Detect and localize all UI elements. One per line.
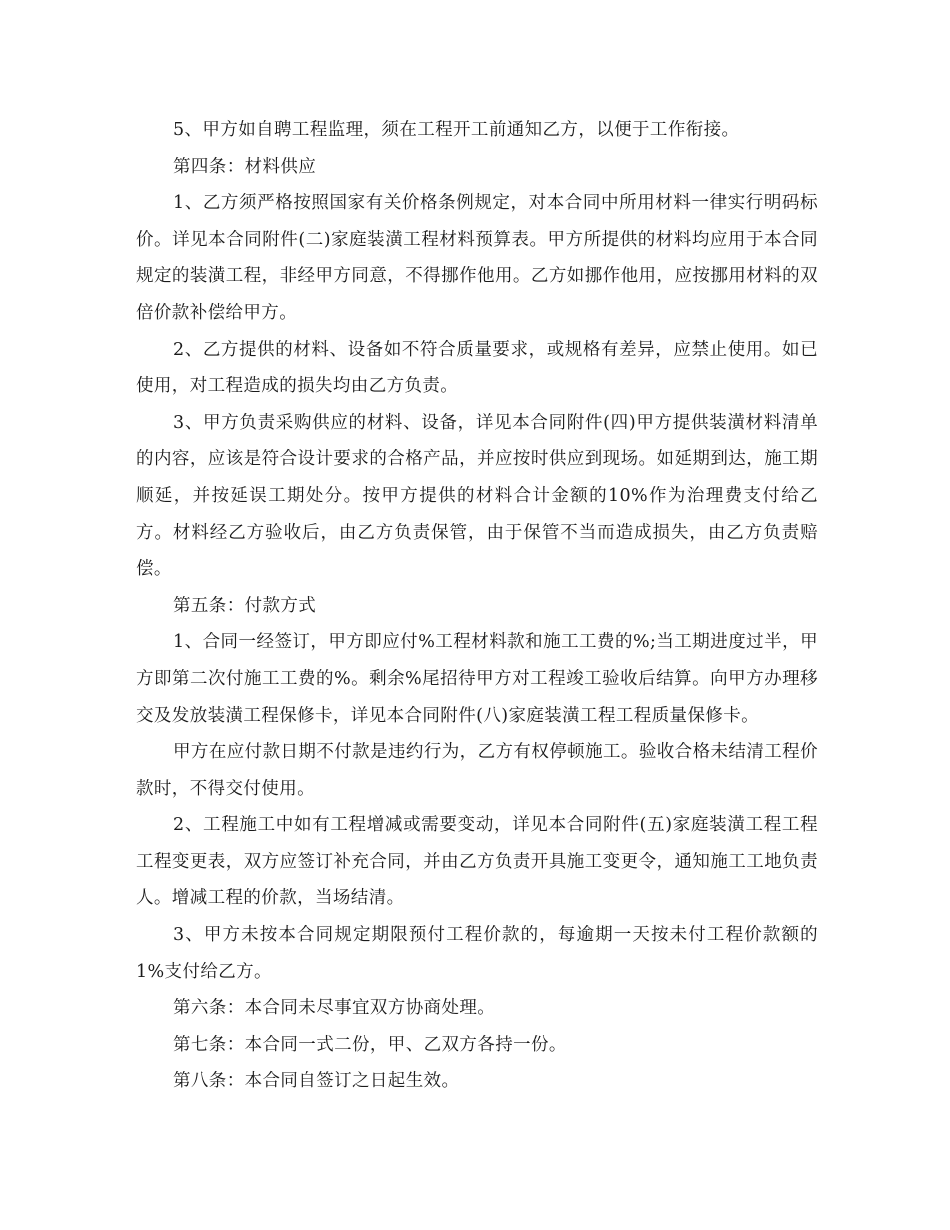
section-heading-5: 第五条：付款方式 bbox=[173, 595, 317, 616]
paragraph: 甲方在应付款日期不付款是违约行为，乙方有权停顿施工。验收合格未结清工程价款时，不得交付使用。 bbox=[136, 742, 818, 799]
paragraph: 1、乙方须严格按照国家有关价格条例规定，对本合同中所用材料一律实行明码标价。详见本合同附件(二)家庭装潢工程材料预算表。甲方所提供的材料均应用于本合同规定的装潢工程，非经甲方同意，不得挪作他用。乙方如挪作他用，应按挪用材料的双倍价款补偿给甲方。 bbox=[136, 193, 818, 323]
document-body bbox=[136, 112, 818, 1100]
section-heading-7: 第七条：本合同一式二份，甲、乙双方各持一份。 bbox=[173, 1034, 567, 1055]
section-heading-4: 第四条：材料供应 bbox=[173, 156, 317, 177]
section-heading-6: 第六条：本合同未尽事宜双方协商处理。 bbox=[173, 998, 496, 1019]
section-heading-8: 第八条：本合同自签订之日起生效。 bbox=[173, 1071, 460, 1092]
paragraph: 1、合同一经签订，甲方即应付%工程材料款和施工工费的%;当工期进度过半，甲方即第二次付施工工费的%。剩余%尾招待甲方对工程竣工验收后结算。向甲方办理移交及发放装潢工程保修卡，详见本合同附件(八)家庭装潢工程工程质量保修卡。 bbox=[136, 632, 818, 726]
paragraph: 5、甲方如自聘工程监理，须在工程开工前通知乙方，以便于工作衔接。 bbox=[173, 120, 740, 140]
paragraph: 3、甲方负责采购供应的材料、设备，详见本合同附件(四)甲方提供装潢材料清单的内容，应该是符合设计要求的合格产品，并应按时供应到现场。如延期到达，施工期顺延，并按延误工期处分。按甲方提供的材料合计金额的10%作为治理费支付给乙方。材料经乙方验收后，由乙方负责保管，由于保管不当而造成损失，由乙方负责赔偿。 bbox=[136, 412, 818, 580]
paragraph: 2、乙方提供的材料、设备如不符合质量要求，或规格有差异，应禁止使用。如已使用，对工程造成的损失均由乙方负责。 bbox=[136, 339, 818, 397]
paragraph: 2、工程施工中如有工程增减或需要变动，详见本合同附件(五)家庭装潢工程工程工程变更表，双方应签订补充合同，并由乙方负责开具施工变更令，通知施工工地负责人。增减工程的价款，当场结清。 bbox=[136, 815, 818, 909]
paragraph: 3、甲方未按本合同规定期限预付工程价款的，每逾期一天按未付工程价款额的1%支付给乙方。 bbox=[136, 925, 818, 982]
